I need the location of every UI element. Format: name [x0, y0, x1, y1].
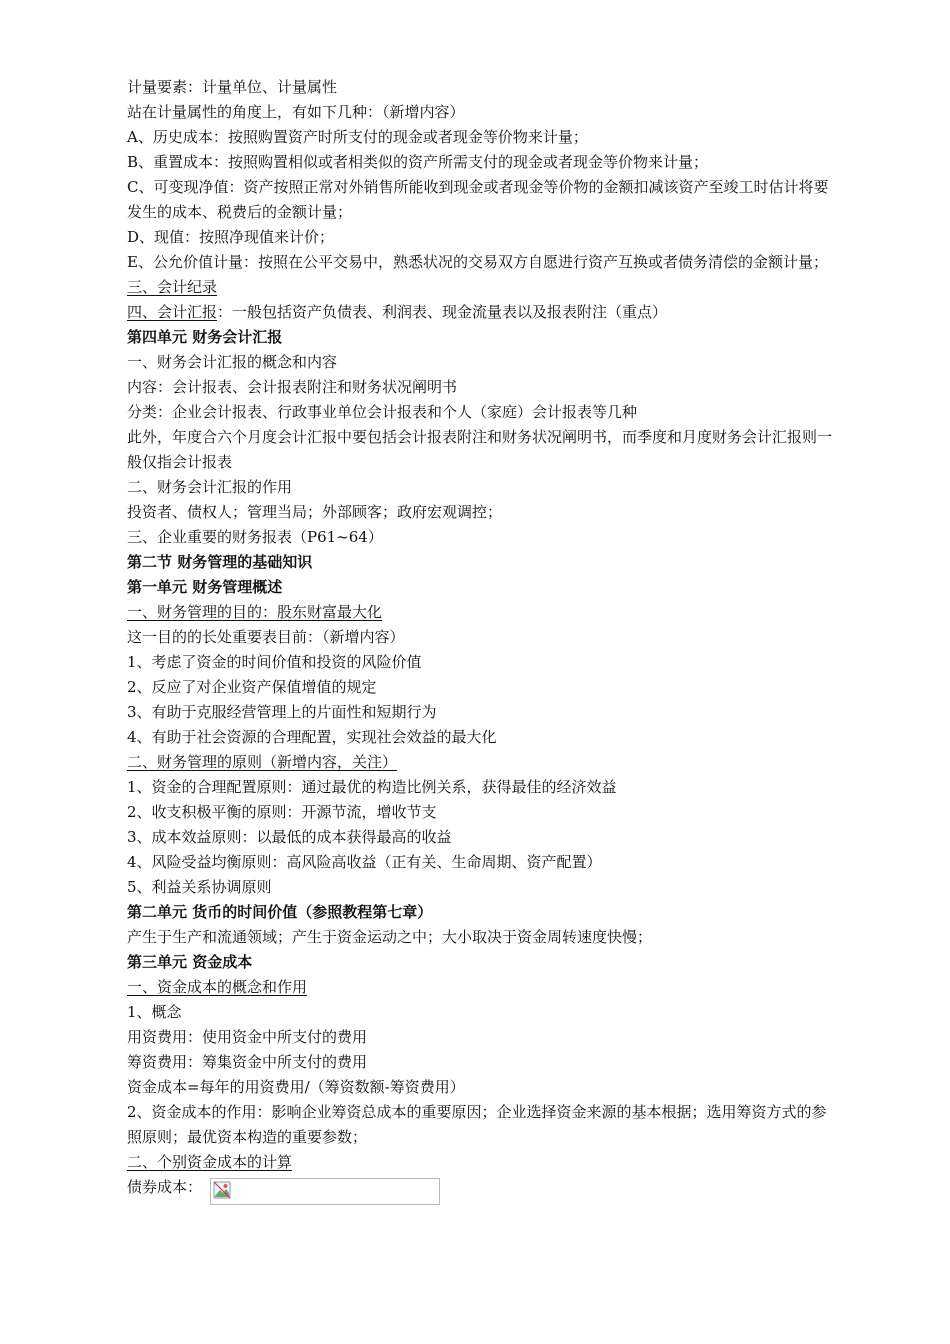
text-line: B、重置成本：按照购置相似或者相类似的资产所需支付的现金或者现金等价物来计量； — [127, 153, 709, 171]
section-heading — [127, 300, 832, 325]
bond-cost-label: 债券成本： — [127, 1178, 203, 1196]
text-line: 1、考虑了资金的时间价值和投资的风险价值 — [127, 653, 422, 671]
text-line: 3、有助于克服经营管理上的片面性和短期行为 — [127, 703, 437, 721]
text-line: 用资费用：使用资金中所支付的费用 — [127, 1028, 368, 1046]
text-line: D、现值：按照净现值来计价； — [127, 228, 335, 246]
text-line: 三、企业重要的财务报表（P61~64） — [127, 528, 383, 546]
text-line: 4、风险受益均衡原则：高风险高收益（正有关、生命周期、资产配置） — [127, 853, 602, 871]
section-heading — [127, 975, 832, 1000]
text-line: 1、概念 — [127, 1003, 182, 1021]
underlined-heading: 三、会计纪录 — [127, 278, 218, 296]
unit-heading: 第一单元 财务管理概述 — [127, 578, 283, 596]
text-line: 分类：企业会计报表、行政事业单位会计报表和个人（家庭）会计报表等几种 — [127, 403, 638, 421]
document-page — [127, 75, 832, 1209]
text-paragraph: 2、资金成本的作用：影响企业筹资总成本的重要原因；企业选择资金来源的基本根据；选用筹资方式的参照原则；最优资本构造的重要参数； — [127, 1103, 827, 1146]
section-heading — [127, 1150, 832, 1175]
formula-image-placeholder — [210, 1178, 440, 1205]
underlined-heading: 一、资金成本的概念和作用 — [127, 978, 308, 996]
text-line: 这一目的的长处重要表目前：（新增内容） — [127, 628, 405, 646]
text-line: 2、收支积极平衡的原则：开源节流，增收节支 — [127, 803, 437, 821]
underlined-heading: 四、会计汇报 — [127, 303, 218, 321]
text-line: 计量要素：计量单位、计量属性 — [127, 78, 338, 96]
section-heading — [127, 600, 832, 625]
text-line: 站在计量属性的角度上，有如下几种：（新增内容） — [127, 103, 465, 121]
broken-image-icon — [213, 1181, 231, 1199]
text-line: 产生于生产和流通领域；产生于资金运动之中；大小取决于资金周转速度快慢； — [127, 928, 653, 946]
text-line: 一、财务会计汇报的概念和内容 — [127, 353, 338, 371]
text-line: 内容：会计报表、会计报表附注和财务状况阐明书 — [127, 378, 458, 396]
text-paragraph: C、可变现净值：资产按照正常对外销售所能收到现金或者现金等价物的金额扣减该资产至竣工时估计将要发生的成本、税费后的金额计量； — [127, 178, 829, 221]
underlined-heading: 一、财务管理的目的：股东财富最大化 — [127, 603, 383, 621]
underlined-heading: 二、财务管理的原则（新增内容，关注） — [127, 753, 398, 771]
underlined-heading: 二、个别资金成本的计算 — [127, 1153, 293, 1171]
text-line: 5、利益关系协调原则 — [127, 878, 272, 896]
unit-heading: 第四单元 财务会计汇报 — [127, 328, 283, 346]
unit-heading: 第二单元 货币的时间价值（参照教程第七章） — [127, 903, 433, 921]
text-paragraph: 此外，年度合六个月度会计汇报中要包括会计报表附注和财务状况阐明书，而季度和月度财务会计汇报则一般仅指会计报表 — [127, 428, 833, 471]
text-line: 3、成本效益原则：以最低的成本获得最高的收益 — [127, 828, 452, 846]
section-heading — [127, 275, 832, 300]
text-line: 1、资金的合理配置原则：通过最优的构造比例关系，获得最佳的经济效益 — [127, 778, 617, 796]
text-line: 2、反应了对企业资产保值增值的规定 — [127, 678, 377, 696]
section-heading — [127, 750, 832, 775]
unit-heading: 第三单元 资金成本 — [127, 953, 253, 971]
text-paragraph: E、公允价值计量：按照在公平交易中，熟悉状况的交易双方自愿进行资产互换或者债务清偿的金额计量； — [127, 253, 828, 271]
heading-description: ：一般包括资产负债表、利润表、现金流量表以及报表附注（重点） — [217, 303, 668, 321]
section-heading-bold: 第二节 财务管理的基础知识 — [127, 553, 313, 571]
text-line: 筹资费用：筹集资金中所支付的费用 — [127, 1053, 368, 1071]
bond-cost-line — [127, 1175, 832, 1209]
text-line: A、历史成本：按照购置资产时所支付的现金或者现金等价物来计量； — [127, 128, 588, 146]
text-line: 资金成本=每年的用资费用/（筹资数额-筹资费用） — [127, 1078, 465, 1096]
text-line: 投资者、债权人；管理当局；外部顾客；政府宏观调控； — [127, 503, 503, 521]
text-line: 二、财务会计汇报的作用 — [127, 478, 293, 496]
text-line: 4、有助于社会资源的合理配置，实现社会效益的最大化 — [127, 728, 497, 746]
